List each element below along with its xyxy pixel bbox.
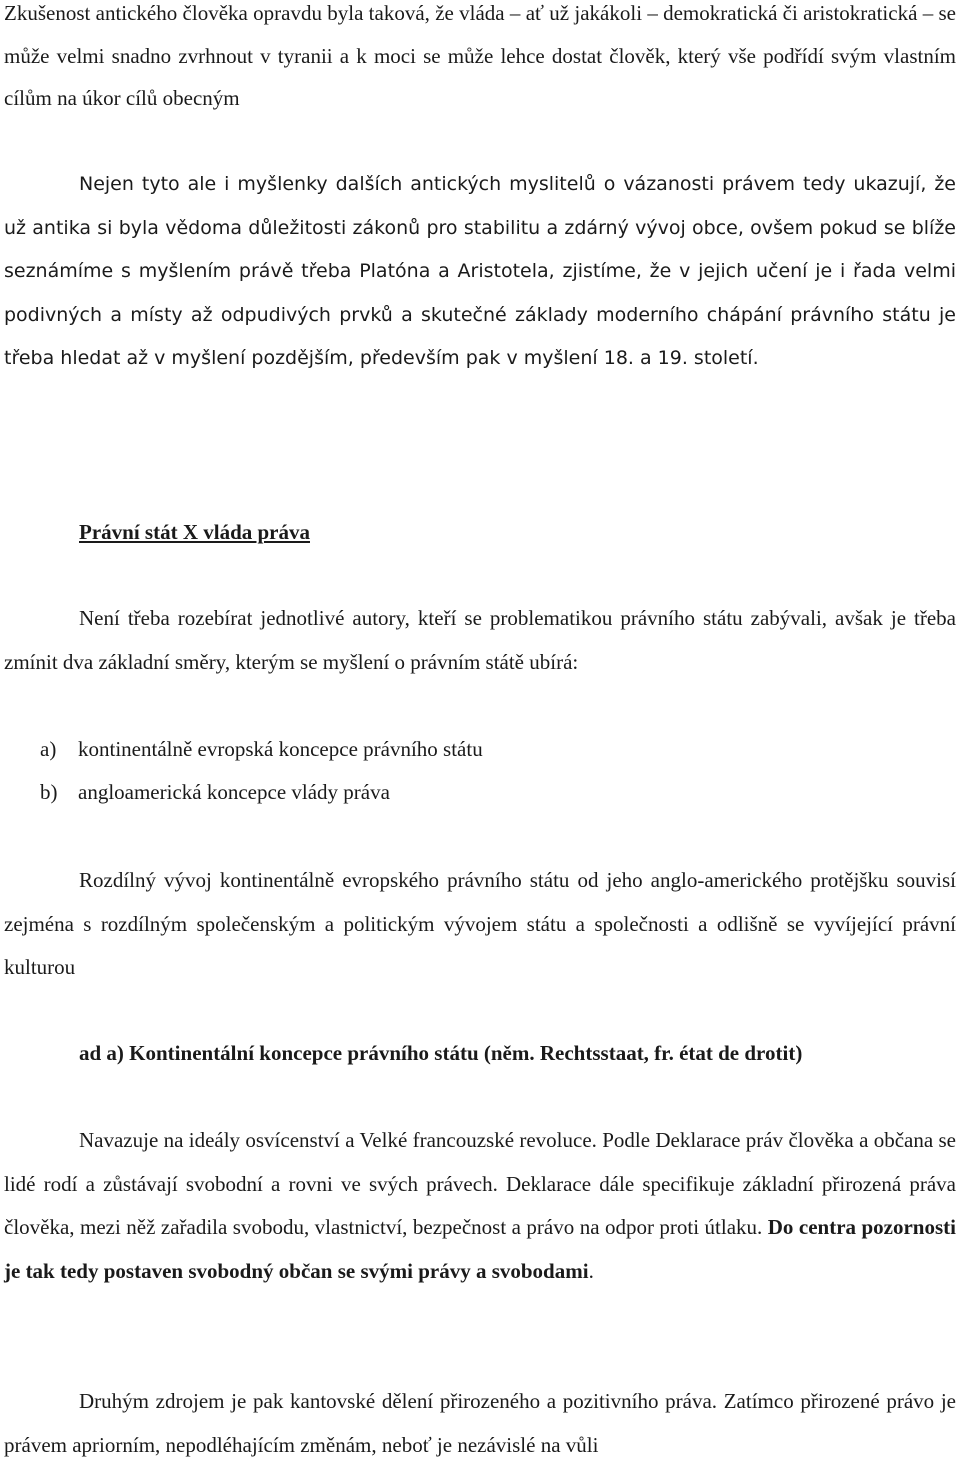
list-marker: a) bbox=[40, 737, 57, 761]
paragraph-emphasis: Do centra pozornosti je tak tedy postaven svobodný občan se svými právy a svobodami bbox=[4, 1215, 956, 1283]
paragraph-end: . bbox=[588, 1258, 594, 1283]
paragraph-antique-experience: Zkušenost antického člověka opravdu byla taková, že vláda – ať už jakákoli – demokratická či aristokratická – se může velmi snadno zvrhnout v tyranii a k moci se může lehce dostat člověk, který vše podřídí svým vlastním cílům na úkor cílů obecným bbox=[4, 1, 956, 110]
paragraph-different-development: Rozdílný vývoj kontinentálně evropského právního státu od jeho anglo-amerického protějšku souvisí zejména s rozdílným společenským a politickým vývojem státu a společnosti a odlišně se vyvíjející právní kulturou bbox=[4, 868, 956, 979]
paragraph-text: Navazuje na ideály osvícenství a Velké francouzské revoluce. Podle Deklarace práv člověka a občana se lidé rodí a zůstávají svobodní a rovni ve svých právech. Deklarace dále specifikuje základní přirozená práva člověka, mezi něž zařadila svobodu, vlastnictví, bezpečnost a právo na odpor proti útlaku. bbox=[4, 1128, 956, 1239]
list-item-text: angloamerická koncepce vlády práva bbox=[78, 780, 390, 804]
paragraph-enlightenment bbox=[4, 1119, 956, 1293]
paragraph-antique-thinkers: Nejen tyto ale i myšlenky dalších antických myslitelů o vázanosti právem tedy ukazují, že už antika si byla vědoma důležitosti zákonů pro stabilitu a zdárný vývoj obce, ovšem pokud se blíže seznámíme s myšlením právě třeba Platóna a Aristotela, zjistíme, že v jejich učení je i řada velmi podivných a místy až odpudivých prvků a skutečné základy moderního chápání právního státu je třeba hledat až v myšlení pozdějším, především pak v myšlení 18. a 19. století. bbox=[4, 173, 956, 369]
subsection-heading: ad a) Kontinentální koncepce právního státu (něm. Rechtsstaat, fr. état de drotit) bbox=[79, 1041, 803, 1065]
list-item bbox=[40, 771, 390, 814]
paragraph-kantian-division: Druhým zdrojem je pak kantovské dělení přirozeného a pozitivního práva. Zatímco přirozené právo je právem apriorním, nepodléhajícím změnám, neboť je nezávislé na vůli bbox=[4, 1389, 956, 1457]
list-marker: b) bbox=[40, 780, 58, 804]
section-heading: Právní stát X vláda práva bbox=[79, 520, 310, 544]
paragraph-two-directions: Není třeba rozebírat jednotlivé autory, kteří se problematikou právního státu zabývali, avšak je třeba zmínit dva základní směry, kterým se myšlení o právním státě ubírá: bbox=[4, 606, 956, 674]
list-item bbox=[40, 728, 483, 771]
list-item-text: kontinentálně evropská koncepce právního státu bbox=[78, 737, 483, 761]
